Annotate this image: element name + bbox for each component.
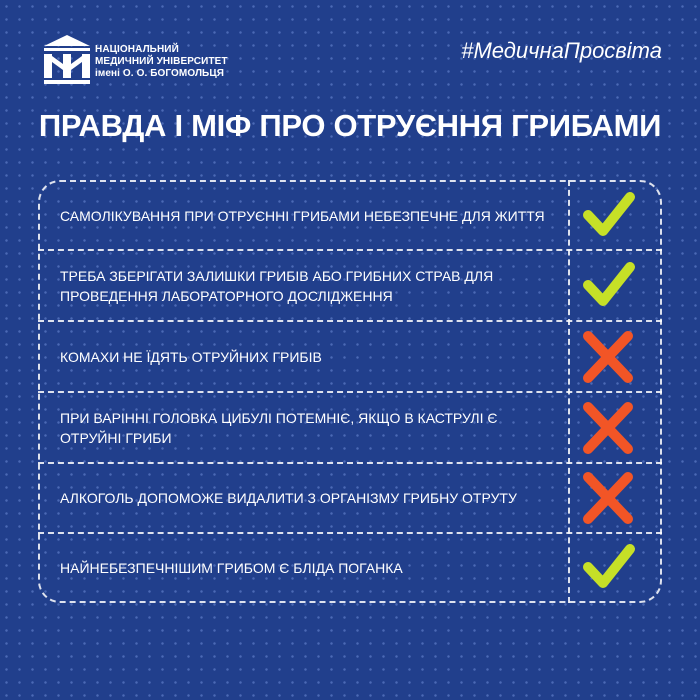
university-name-line: НАЦІОНАЛЬНИЙ	[95, 44, 179, 55]
fact-row	[38, 322, 662, 392]
university-name-line: імені О. О. БОГОМОЛЬЦЯ	[95, 68, 225, 79]
university-building-icon	[42, 34, 92, 86]
fact-row	[38, 463, 662, 533]
university-name	[95, 44, 228, 80]
fact-text: ПРИ ВАРІННІ ГОЛОВКА ЦИБУЛІ ПОТЕМНІЄ, ЯКЩО В КАСТРУЛІ Є ОТРУЙНІ ГРИБИ	[60, 410, 498, 446]
hashtag: #МедичнаПросвіта	[461, 38, 662, 63]
cross-icon	[576, 326, 640, 388]
fact-row	[38, 533, 662, 603]
fact-row	[38, 393, 662, 463]
fact-text: АЛКОГОЛЬ ДОПОМОЖЕ ВИДАЛИТИ З ОРГАНІЗМУ ГРИБНУ ОТРУТУ	[60, 490, 517, 506]
page-title: ПРАВДА І МІФ ПРО ОТРУЄННЯ ГРИБАМИ	[38, 108, 662, 143]
fact-text: НАЙНЕБЕЗПЕЧНІШИМ ГРИБОМ Є БЛІДА ПОГАНКА	[60, 560, 403, 576]
fact-row	[38, 181, 662, 251]
fact-text: ТРЕБА ЗБЕРІГАТИ ЗАЛИШКИ ГРИБІВ АБО ГРИБНИХ СТРАВ ДЛЯ ПРОВЕДЕННЯ ЛАБОРАТОРНОГО ДОСЛІДЖЕННЯ	[60, 268, 494, 304]
check-icon	[576, 185, 640, 247]
fact-text: КОМАХИ НЕ ЇДЯТЬ ОТРУЙНИХ ГРИБІВ	[60, 349, 322, 365]
fact-row	[38, 251, 662, 321]
check-icon	[576, 255, 640, 317]
university-logo	[38, 34, 288, 90]
header	[38, 34, 662, 90]
check-icon	[576, 537, 640, 599]
fact-text: САМОЛІКУВАННЯ ПРИ ОТРУЄННІ ГРИБАМИ НЕБЕЗПЕЧНЕ ДЛЯ ЖИТТЯ	[60, 208, 545, 224]
cross-icon	[576, 467, 640, 529]
university-name-line: МЕДИЧНИЙ УНІВЕРСИТЕТ	[95, 56, 228, 67]
cross-icon	[576, 397, 640, 459]
